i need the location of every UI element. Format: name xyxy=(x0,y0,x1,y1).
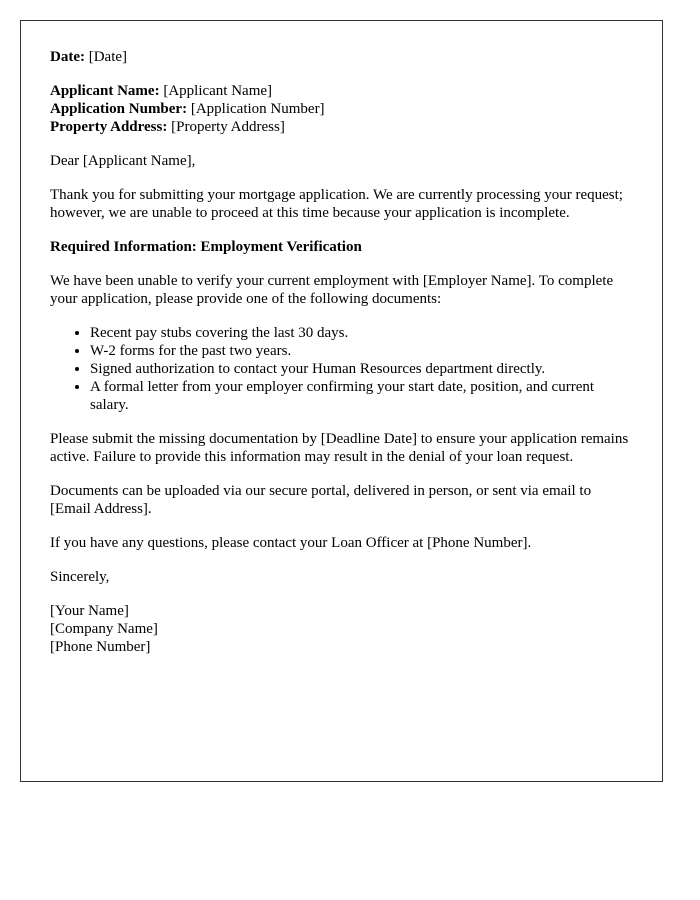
list-item: • A formal letter from your employer confirming your start date, position, and current salary. xyxy=(90,378,633,414)
greeting: Dear [Applicant Name], xyxy=(50,153,196,169)
date-line: Date: [Date] xyxy=(50,49,128,65)
list-item: • Signed authorization to contact your Human Resources department directly. xyxy=(90,360,633,378)
letter xyxy=(20,20,663,782)
upload-paragraph: Documents can be uploaded via our secure portal, delivered in person, or sent via email to [Email Address]. xyxy=(50,483,592,517)
signature: [Your Name] [Company Name] [Phone Number] xyxy=(50,603,158,655)
documents-list xyxy=(50,324,633,414)
questions-paragraph: If you have any questions, please contact your Loan Officer at [Phone Number]. xyxy=(50,535,532,551)
list-item: • Recent pay stubs covering the last 30 days. xyxy=(90,324,633,342)
intro-paragraph: Thank you for submitting your mortgage application. We are currently processing your request; however, we are unable to proceed at this time because your application is incomplete. xyxy=(50,187,623,221)
section-intro: We have been unable to verify your current employment with [Employer Name]. To complete your application, please provide one of the following documents: xyxy=(50,273,614,307)
list-item: • W-2 forms for the past two years. xyxy=(90,342,633,360)
applicant-info: Applicant Name: [Applicant Name] Application Number: [Application Number] Property Address: [Property Address] xyxy=(50,83,325,135)
closing: Sincerely, xyxy=(50,569,110,585)
deadline-paragraph: Please submit the missing documentation by [Deadline Date] to ensure your application remains active. Failure to provide this information may result in the denial of your loan request. xyxy=(50,431,629,465)
section-heading: Required Information: Employment Verification xyxy=(50,239,362,255)
